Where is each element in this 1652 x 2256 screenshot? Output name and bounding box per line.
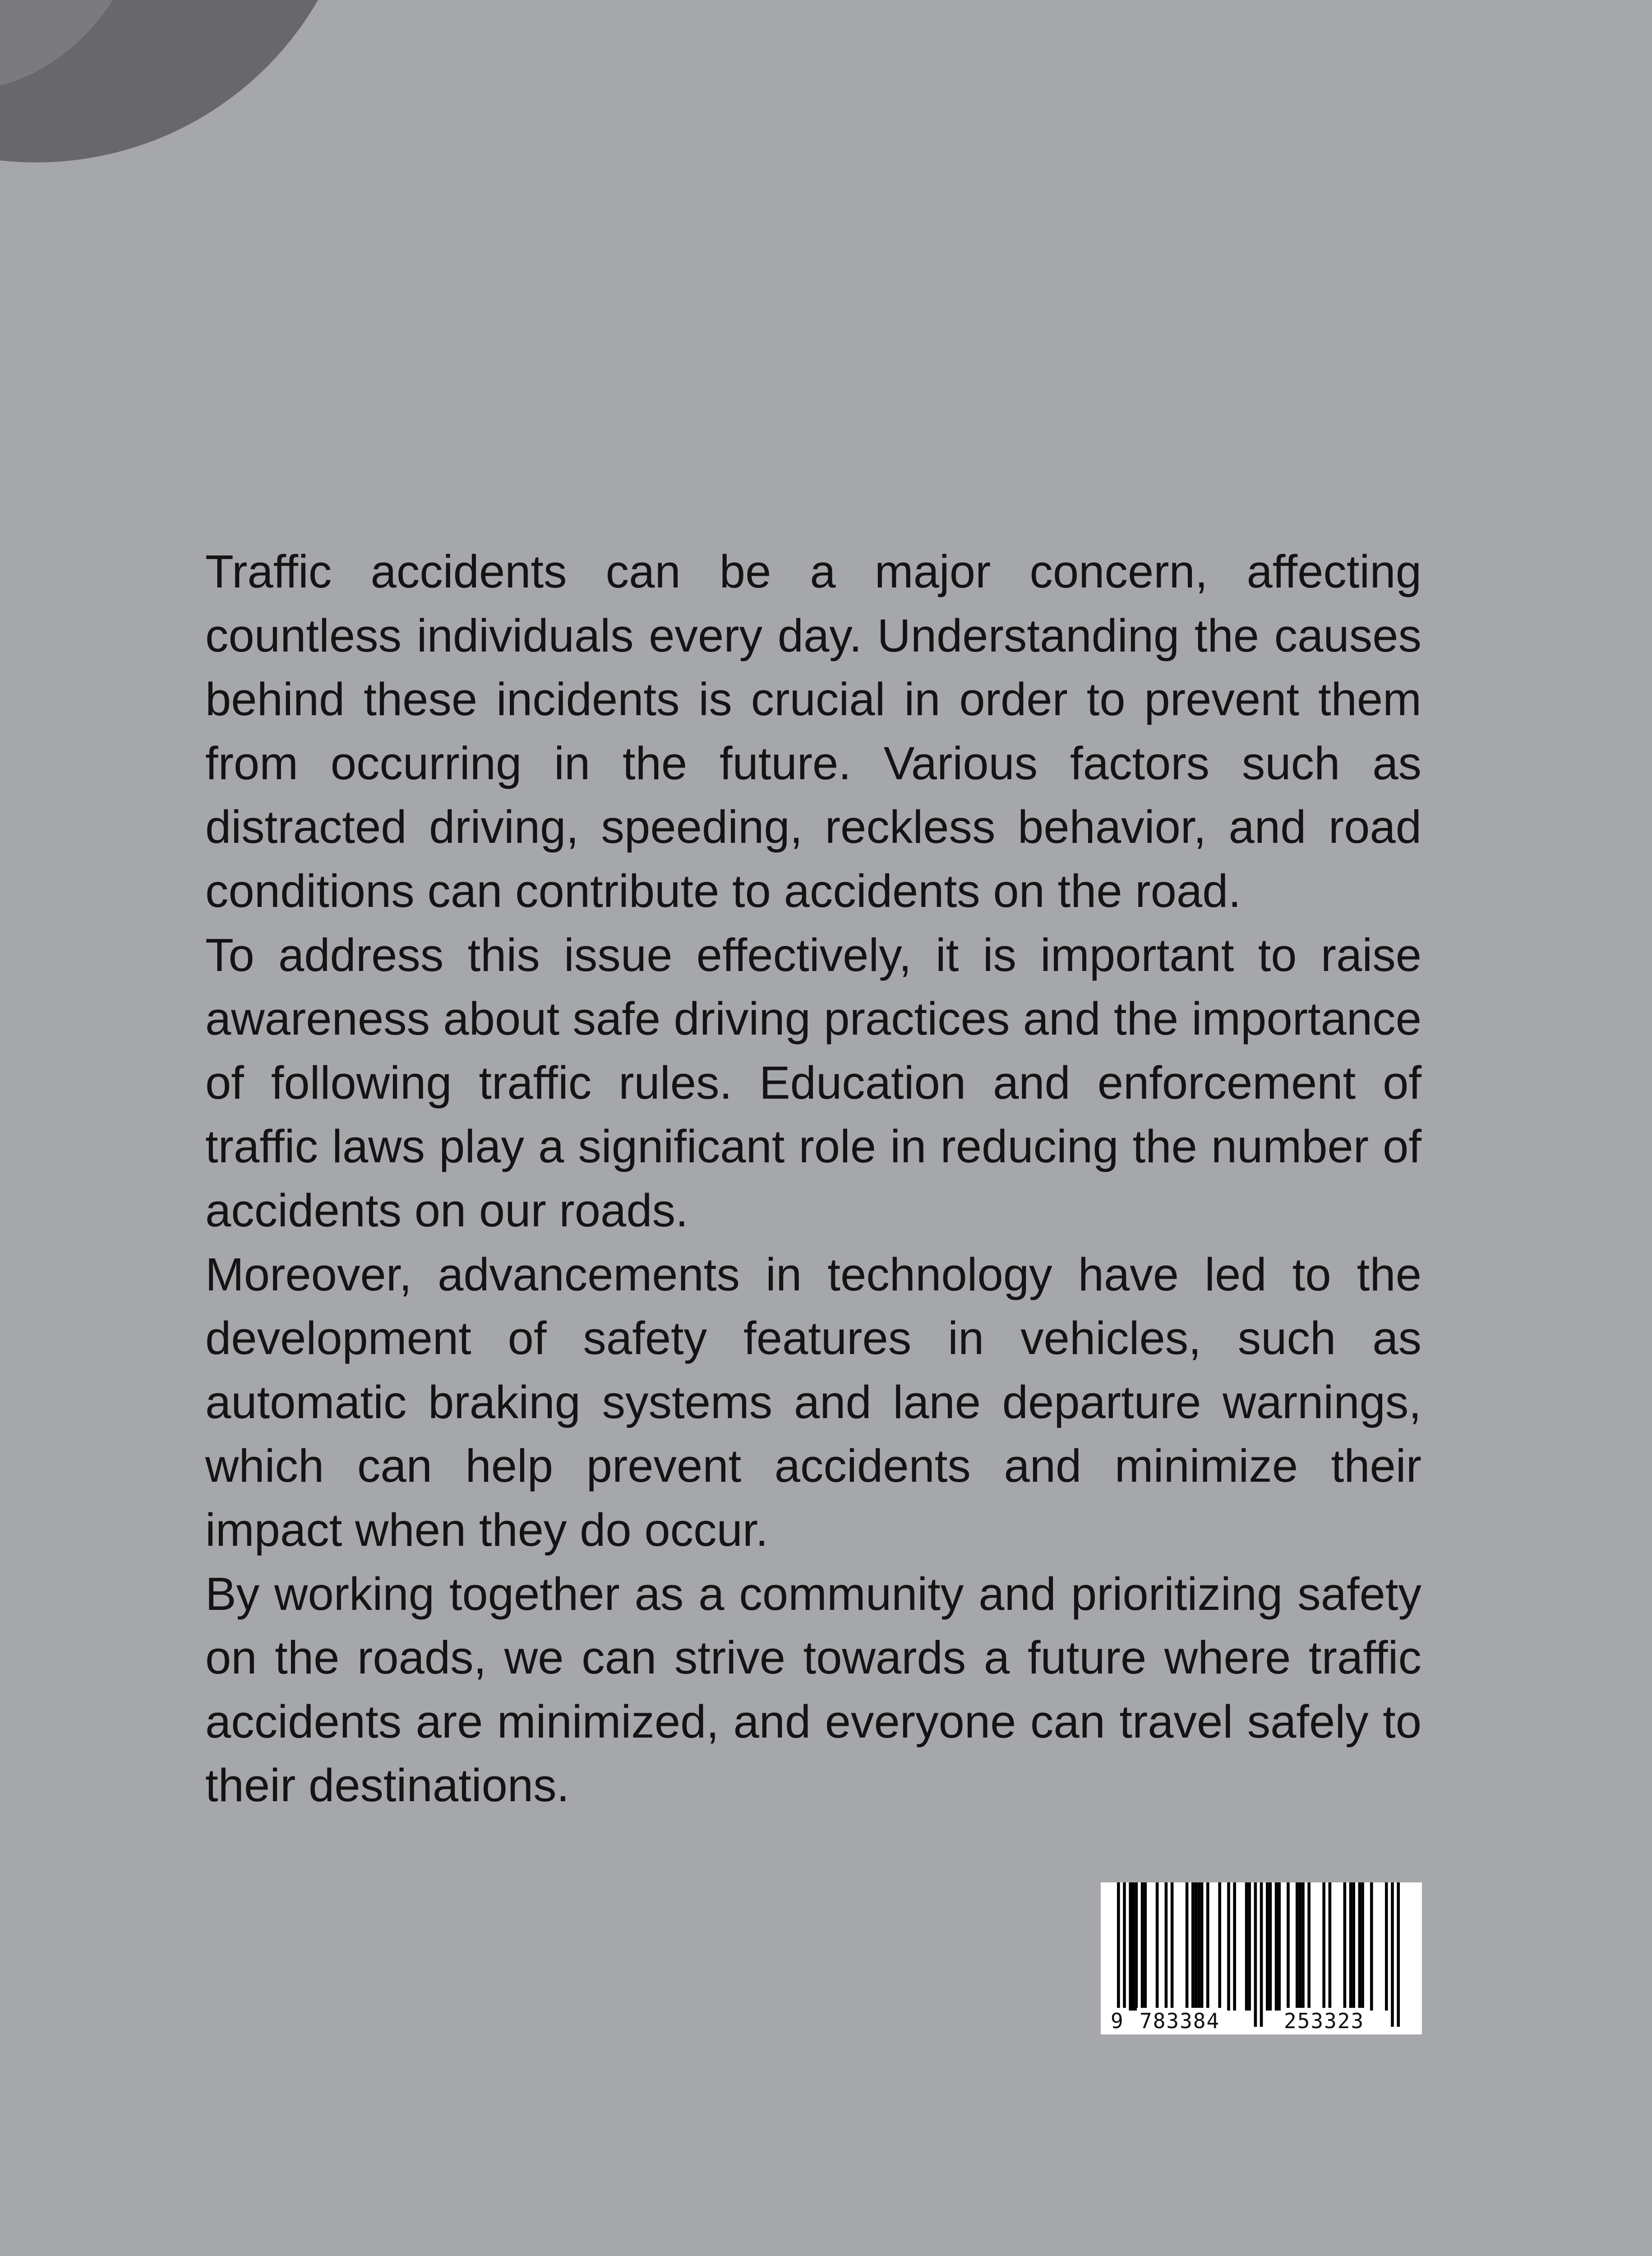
paragraph-2: To address this issue effectively, it is important to raise awareness about safe driving practices and the importance of following traffic rules. Education and enforcement of traffic laws play a significant role in reducing the number of accidents on our roads. — [205, 929, 1421, 1236]
barcode-bar — [1129, 1882, 1132, 2011]
barcode-bar — [1269, 1882, 1272, 2011]
barcode-bar — [1322, 1882, 1325, 2011]
barcode-bar — [1200, 1882, 1204, 2011]
barcode-bar — [1260, 1882, 1263, 2027]
barcode-bar — [1195, 1882, 1198, 2011]
barcode-bar — [1191, 1882, 1195, 2011]
barcode-bar — [1254, 1882, 1257, 2027]
barcode-bar — [1266, 1882, 1269, 2011]
barcode-bar — [1397, 1882, 1400, 2027]
barcode-bar — [1287, 1882, 1290, 2011]
barcode-bar — [1385, 1882, 1388, 2011]
paragraph-1: Traffic accidents can be a major concern, affecting countless individuals every day. Understanding the causes behind these incidents is crucial in order to prevent them from occurring in the future. Various factors such as distracted driving, speeding, reckless behavior, and road conditions can contribute to accidents on the road. — [205, 546, 1421, 917]
barcode-bar — [1370, 1882, 1373, 2011]
barcode-bar — [1132, 1882, 1135, 2011]
isbn-barcode — [1101, 1882, 1422, 2034]
barcode-bar — [1171, 1882, 1174, 2011]
barcode-bar — [1296, 1882, 1299, 2011]
barcode-bar — [1218, 1882, 1221, 2011]
paragraph-4: By working together as a community and prioritizing safety on the roads, we can strive towards a future where traffic accidents are minimized, and everyone can travel safely to their destinations. — [205, 1567, 1421, 1812]
barcode-bar — [1343, 1882, 1347, 2011]
barcode-bar — [1299, 1882, 1302, 2011]
barcode-bar — [1248, 1882, 1251, 2011]
barcode-bar — [1186, 1882, 1189, 2011]
barcode-bar — [1278, 1882, 1281, 2011]
barcode-bar — [1361, 1882, 1364, 2011]
barcode-left-group: 783384 — [1137, 2008, 1223, 2034]
barcode-bar — [1245, 1882, 1248, 2011]
barcode-first-digit: 9 — [1108, 2008, 1126, 2034]
barcode-bar — [1165, 1882, 1168, 2011]
barcode-bar — [1197, 1882, 1200, 2011]
barcode-bar — [1156, 1882, 1159, 2011]
barcode-bar — [1352, 1882, 1355, 2011]
back-cover-description — [205, 540, 1421, 1817]
barcode-bar — [1301, 1882, 1305, 2011]
barcode-bar — [1141, 1882, 1144, 2011]
barcode-digits — [1101, 2008, 1422, 2034]
barcode-bar — [1329, 1882, 1332, 2011]
barcode-bar — [1135, 1882, 1138, 2011]
barcode-bar — [1144, 1882, 1147, 2011]
barcode-bar — [1206, 1882, 1209, 2011]
barcode-bar — [1227, 1882, 1230, 2011]
barcode-bar — [1117, 1882, 1120, 2027]
barcode-bar — [1123, 1882, 1126, 2027]
barcode-right-group: 253323 — [1281, 2008, 1367, 2034]
barcode-bar — [1275, 1882, 1278, 2011]
barcode-bar — [1233, 1882, 1236, 2011]
barcode-bar — [1358, 1882, 1361, 2011]
paragraph-3: Moreover, advancements in technology have led to the development of safety features in vehicles, such as automatic braking systems and lane departure warnings, which can help prevent accidents and minimize their impact when they do occur. — [205, 1248, 1421, 1556]
barcode-bar — [1307, 1882, 1311, 2011]
barcode-bar — [1391, 1882, 1394, 2027]
barcode-bar — [1349, 1882, 1352, 2011]
